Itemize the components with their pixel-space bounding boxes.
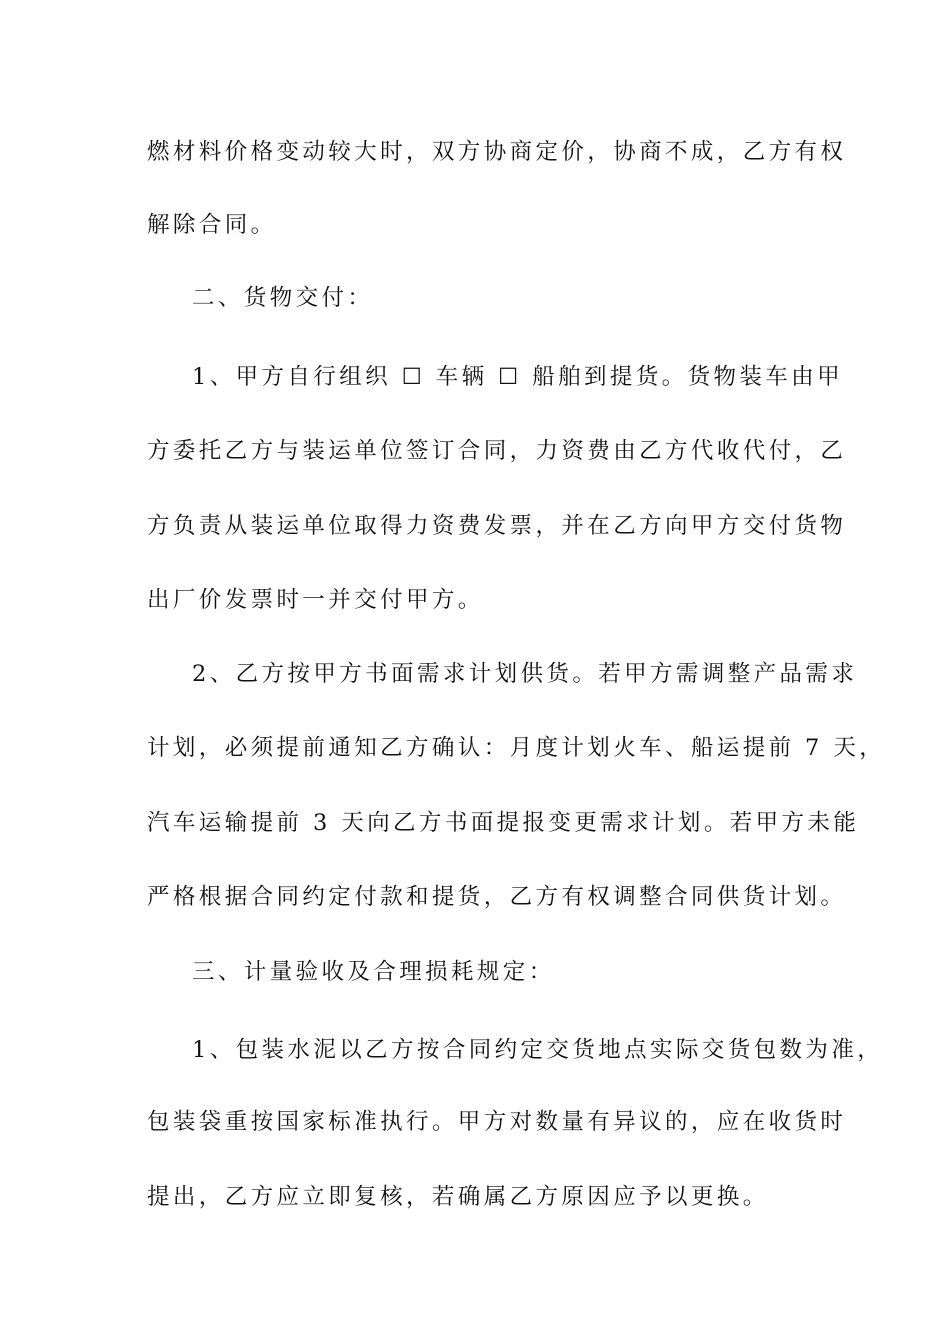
text-line: 解除合同。 [147,212,277,238]
paragraph-line: 1、包装水泥以乙方按合同约定交货地点实际交货包数为准， [192,1037,884,1063]
section-heading: 二、货物交付： [192,285,374,311]
text-line: 方负责从装运单位取得力资费发票，并在乙方向甲方交付货物 [147,513,847,539]
paragraph-line: 2、乙方按甲方书面需求计划供货。若甲方需调整产品需求 [192,661,858,687]
text-line: 计划，必须提前通知乙方确认：月度计划火车、船运提前 7 天， [147,735,886,761]
text-line: 汽车运输提前 3 天向乙方书面提报变更需求计划。若甲方未能 [147,810,860,836]
text-line: 方委托乙方与装运单位签订合同，力资费由乙方代收代付，乙 [147,438,847,464]
text-line: 燃材料价格变动较大时，双方协商定价，协商不成，乙方有权 [147,139,847,165]
text-line: 包装袋重按国家标准执行。甲方对数量有异议的，应在收货时 [147,1109,847,1135]
paragraph-line: 1、甲方自行组织 ☐ 车辆 ☐ 船舶到提货。货物装车由甲 [192,364,843,390]
text-line: 出厂价发票时一并交付甲方。 [147,587,484,613]
section-heading: 三、计量验收及合理损耗规定： [192,959,555,985]
text-line: 提出，乙方应立即复核，若确属乙方原因应予以更换。 [147,1184,769,1210]
text-line: 严格根据合同约定付款和提货，乙方有权调整合同供货计划。 [147,884,847,910]
